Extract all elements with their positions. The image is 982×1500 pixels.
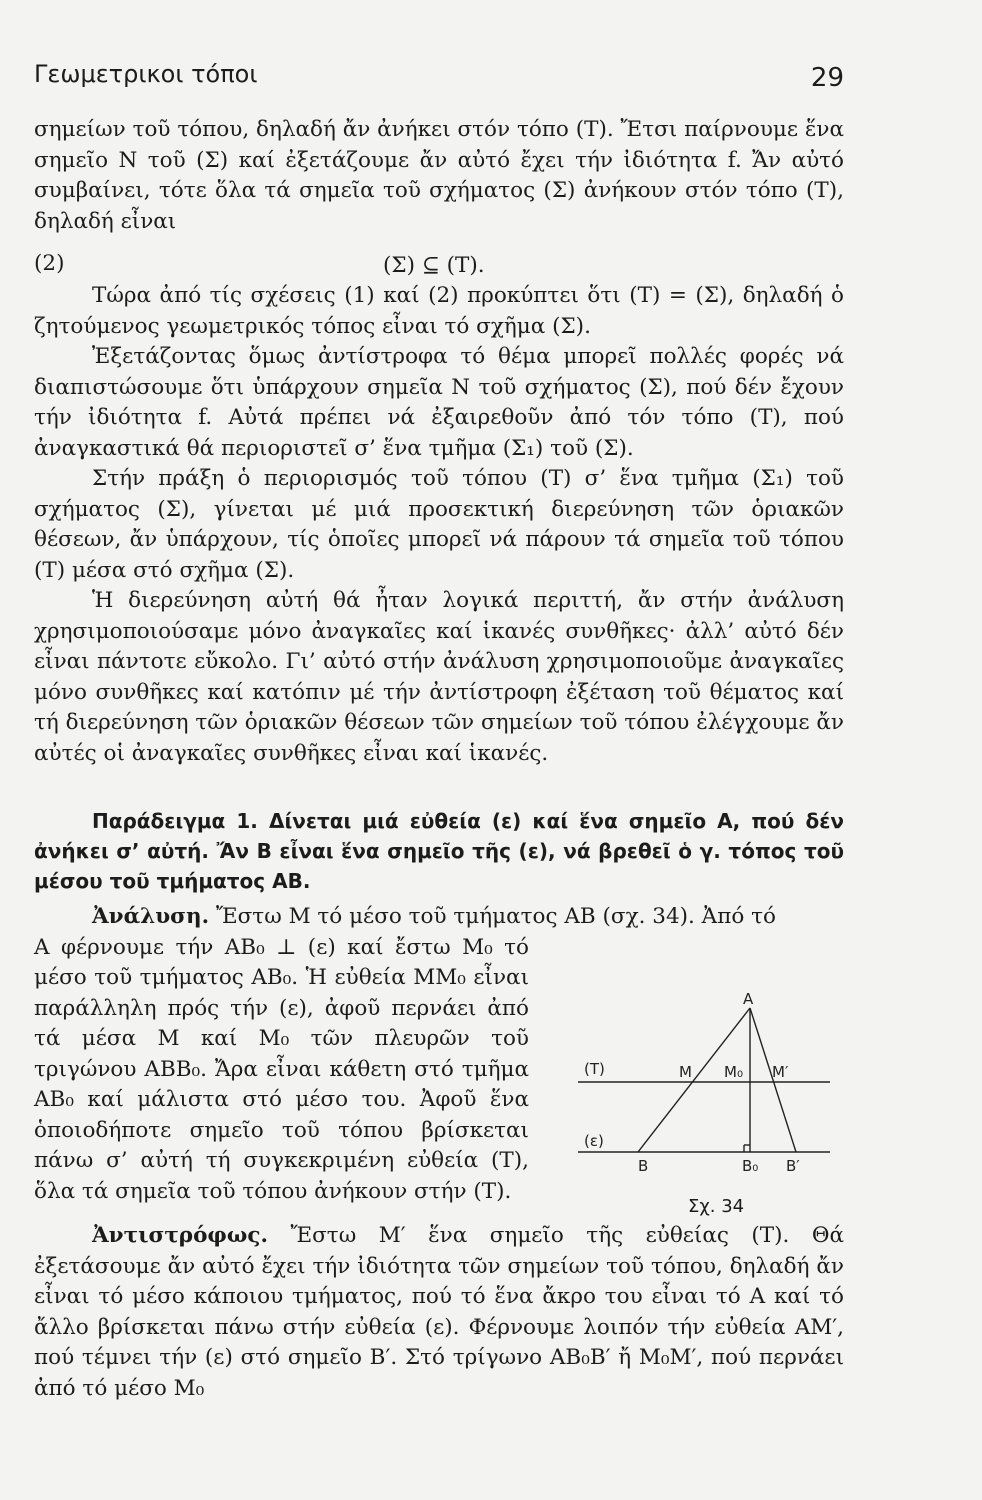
converse-text: Ἔστω Μ′ ἕνα σημεῖο τῆς εὐθείας (Τ). Θά ἐξετάσουμε ἄν αὐτό ἔχει τήν ἰδιότητα τῶν σημείων τοῦ τόπου, δηλαδή ἄν εἶναι τό μέσο κάποιου τμήματος, πού τό ἕνα ἄκρο του εἶναι τό Α καί τό ἄλλο βρίσκεται πάνω στήν εὐθεία (ε). Φέρνουμε λοιπόν τήν εὐθεία ΑΜ′, πού τέμνει τήν (ε) στό σημεῖο Β′. Στό τρίγωνο ΑΒ₀Β′ ἤ Μ₀Μ′, πού περνάει ἀπό τό μέσο Μ₀ [34, 1223, 844, 1401]
paragraph-2: Τώρα ἀπό τίς σχέσεις (1) καί (2) προκύπτει ὅτι (Τ) = (Σ), δηλαδή ὁ ζητούμενος γεωμετρικός τόπος εἶναι τό σχῆμα (Σ). [34, 283, 844, 339]
equation-number: (2) [34, 251, 65, 276]
label-T: (T) [584, 1060, 605, 1078]
label-e: (ε) [584, 1132, 604, 1150]
label-A: A [743, 990, 754, 1008]
page-number: 29 [810, 63, 844, 93]
example-1: Παράδειγμα 1. Δίνεται μιά εὐθεία (ε) καί ἕνα σημεῖο Α, πού δέν ἀνήκει σ’ αὐτή. Ἄν Β εἶναι ἕνα σημεῖο τῆς (ε), νά βρεθεῖ ὁ γ. τόπος τοῦ μέσου τοῦ τμήματος ΑΒ. [34, 809, 844, 893]
converse-paragraph [34, 1221, 844, 1404]
equation-2 [34, 237, 844, 281]
figure-caption: Σχ. 34 [688, 1196, 745, 1217]
paragraph-4: Στήν πράξη ὁ περιορισμός τοῦ τόπου (Τ) σ’ ἕνα τμῆμα (Σ₁) τοῦ σχήματος (Σ), γίνεται μέ μιά προσεκτική διερεύνηση τῶν ὁριακῶν θέσεων, ἄν ὑπάρχουν, τίς ὁποῖες μπορεῖ νά πάρουν τά σημεῖα τοῦ τόπου (Τ) μέσα στό σχῆμα (Σ). [34, 466, 844, 583]
analysis-paragraph: Α φέρνουμε τήν ΑΒ₀ ⊥ (ε) καί ἔστω Μ₀ τό μέσο τοῦ τμήματος ΑΒ₀. Ἡ εὐθεία ΜΜ₀ εἶναι παράλληλη πρός τήν (ε), ἀφοῦ περνάει ἀπό τά μέσα Μ καί Μ₀ τῶν πλευρῶν τοῦ τριγώνου ΑΒΒ₀. Ἄρα εἶναι κάθετη στό τμῆμα ΑΒ₀ καί μάλιστα στό μέσο του. Ἀφοῦ ἕνα ὁποιοδήποτε σημεῖο τοῦ τόπου βρίσκεται πάνω σ’ αὐτή τή συγκεκριμένη εὐθεία (Τ), ὅλα τά σημεῖα τοῦ τόπου ἀνήκουν στήν (Τ). [34, 934, 529, 1204]
paragraph-3: Ἐξετάζοντας ὅμως ἀντίστροφα τό θέμα μπορεῖ πολλές φορές νά διαπιστώσουμε ὅτι ὑπάρχουν σημεῖα Ν τοῦ σχήματος (Σ), πού δέν ἔχουν τήν ἰδιότητα f. Αὐτά πρέπει νά ἐξαιρεθοῦν ἀπό τόν τόπο (Τ), πού ἀναγκαστικά θά περιοριστεῖ σ’ ἕνα τμῆμα (Σ₁) τοῦ (Σ). [34, 344, 844, 461]
figure-34 [578, 988, 838, 1218]
analysis-first-line [34, 902, 844, 933]
paragraph-1: σημείων τοῦ τόπου, δηλαδή ἄν ἀνήκει στόν τόπο (Τ). Ἔτσι παίρνουμε ἕνα σημεῖο Ν τοῦ (Σ) καί ἐξετάζουμε ἄν αὐτό ἔχει τήν ἰδιότητα f. Ἄν αὐτό συμβαίνει, τότε ὅλα τά σημεῖα τοῦ σχήματος (Σ) ἀνήκουν στόν τόπο (Τ), δηλαδή εἶναι [34, 117, 844, 234]
label-Bprime: B′ [786, 1157, 800, 1175]
running-header: Γεωμετρικοι τόποι [34, 60, 258, 88]
label-M0: M₀ [724, 1063, 743, 1081]
analysis-label: Ἀνάλυση. [92, 904, 210, 929]
label-B: B [638, 1157, 649, 1175]
equation: (Σ) ⊆ (Τ). [383, 253, 485, 278]
analysis-line1: Ἔστω Μ τό μέσο τοῦ τμήματος ΑΒ (σχ. 34). Ἀπό τό [215, 904, 776, 929]
converse-label: Ἀντιστρόφως. [92, 1223, 268, 1248]
paragraph-5: Ἡ διερεύνηση αὐτή θά ἦταν λογικά περιττή, ἄν στήν ἀνάλυση χρησιμοποιούσαμε μόνο ἀναγκαῖες καί ἱκανές συνθῆκες· ἀλλ’ αὐτό δέν εἶναι πάντοτε εὔκολο. Γι’ αὐτό στήν ἀνάλυση χρησιμοποιοῦμε ἀναγκαῖες μόνο συνθῆκες καί κατόπιν μέ τήν ἀντίστροφη ἐξέταση τοῦ θέματος καί τή διερεύνηση τῶν ὁριακῶν θέσεων τῶν σημείων τοῦ τόπου ἐλέγχουμε ἄν αὐτές οἱ ἀναγκαῖες συνθῆκες εἶναι καί ἱκανές. [34, 588, 844, 766]
label-M: M [679, 1063, 692, 1081]
label-B0: B₀ [742, 1157, 759, 1175]
label-Mprime: M′ [772, 1063, 789, 1081]
